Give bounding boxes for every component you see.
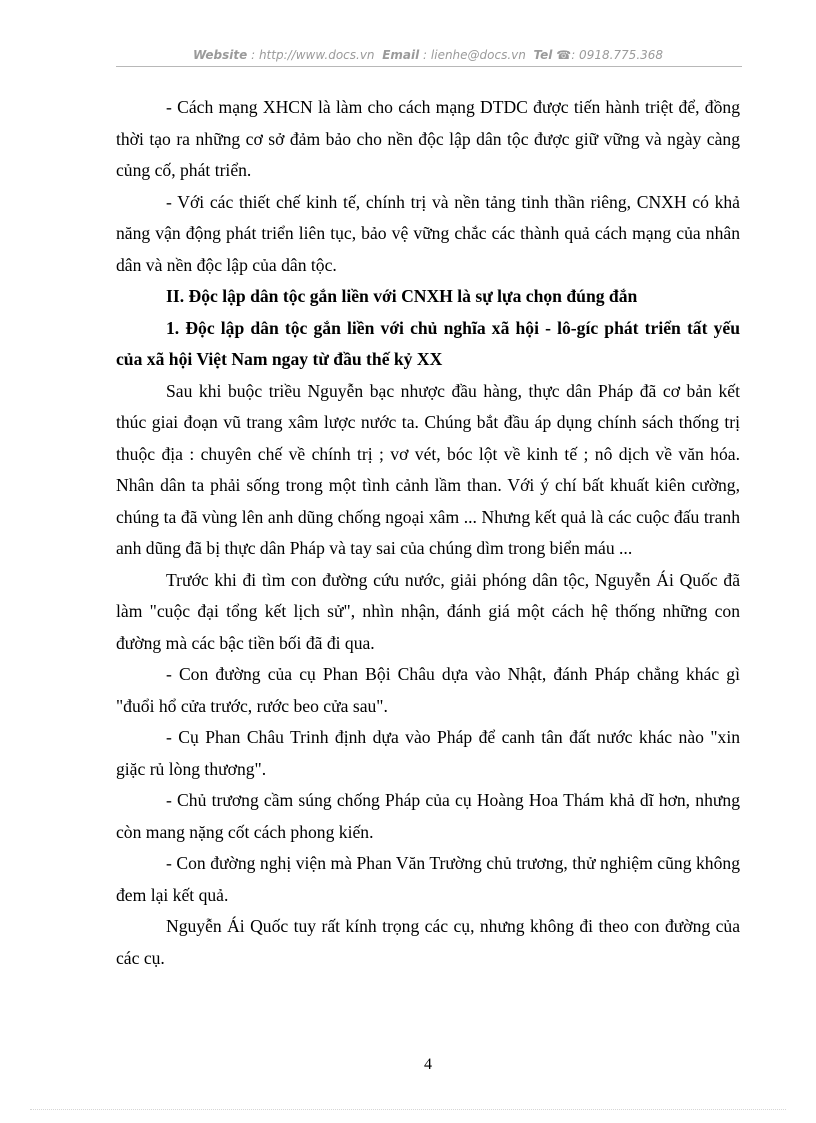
paragraph-cnxh: - Với các thiết chế kinh tế, chính trị và nền tảng tinh thần riêng, CNXH có khả năng vận động phát triển liên tục, bảo vệ vững chắc các thành quả cách mạng của nhân dân và nền độc lập của dân tộc. [116, 191, 740, 275]
subsection-heading-1: 1. Độc lập dân tộc gắn liền với chủ nghĩa xã hội - lô-gíc phát triển tất yếu của xã hội Việt Nam ngay từ đầu thế kỷ XX [116, 317, 740, 369]
tel-value: : 0918.775.368 [571, 48, 664, 62]
paragraph-nguyen-ai-quoc: Trước khi đi tìm con đường cứu nước, giải phóng dân tộc, Nguyễn Ái Quốc đã làm "cuộc đại tổng kết lịch sử", nhìn nhận, đánh giá một cách hệ thống những con đường mà các bậc tiền bối đã đi qua. [116, 569, 740, 653]
website-label: Website [192, 48, 248, 62]
page-header [116, 48, 740, 62]
section-heading-ii: II. Độc lập dân tộc gắn liền với CNXH là sự lựa chọn đúng đắn [166, 286, 638, 306]
paragraph-phan-chau-trinh: - Cụ Phan Châu Trinh định dựa vào Pháp để canh tân đất nước khác nào "xin giặc rủ lòng thương". [116, 727, 740, 779]
footer-divider [30, 1109, 786, 1110]
email-label: Email [382, 48, 420, 62]
tel-label: Tel [533, 48, 553, 62]
paragraph-phan-van-truong: - Con đường nghị viện mà Phan Văn Trường chủ trương, thử nghiệm cũng không đem lại kết quả. [116, 853, 740, 905]
paragraph-conclusion: Nguyễn Ái Quốc tuy rất kính trọng các cụ, nhưng không đi theo con đường của các cụ. [116, 916, 740, 968]
paragraph-xhcn: - Cách mạng XHCN là làm cho cách mạng DTDC được tiến hành triệt để, đồng thời tạo ra những cơ sở đảm bảo cho nền độc lập dân tộc được giữ vững và ngày càng củng cố, phát triển. [116, 97, 740, 180]
website-value: : http://www.docs.vn [251, 48, 375, 62]
email-value: : lienhe@docs.vn [423, 48, 526, 62]
document-body [116, 92, 740, 974]
page-number: 4 [424, 1056, 432, 1073]
phone-icon: ☎ [556, 48, 572, 62]
paragraph-phan-boi-chau: - Con đường của cụ Phan Bội Châu dựa vào Nhật, đánh Pháp chẳng khác gì "đuổi hổ cửa trước, rước beo cửa sau". [116, 664, 740, 716]
paragraph-hoang-hoa-tham: - Chủ trương cầm súng chống Pháp của cụ Hoàng Hoa Thám khả dĩ hơn, nhưng còn mang nặng cốt cách phong kiến. [116, 790, 740, 842]
header-divider [116, 66, 742, 67]
paragraph-history: Sau khi buộc triều Nguyễn bạc nhược đầu hàng, thực dân Pháp đã cơ bản kết thúc giai đoạn vũ trang xâm lược nước ta. Chúng bắt đầu áp dụng chính sách thống trị thuộc địa : chuyên chế về chính trị ; vơ vét, bóc lột về kinh tế ; nô dịch về văn hóa. Nhân dân ta phải sống trong một tình cảnh lầm than. Với ý chí bất khuất kiên cường, chúng ta đã vùng lên anh dũng chống ngoại xâm ... Nhưng kết quả là các cuộc đấu tranh anh dũng đã bị thực dân Pháp và tay sai của chúng dìm trong biển máu ... [116, 380, 740, 558]
